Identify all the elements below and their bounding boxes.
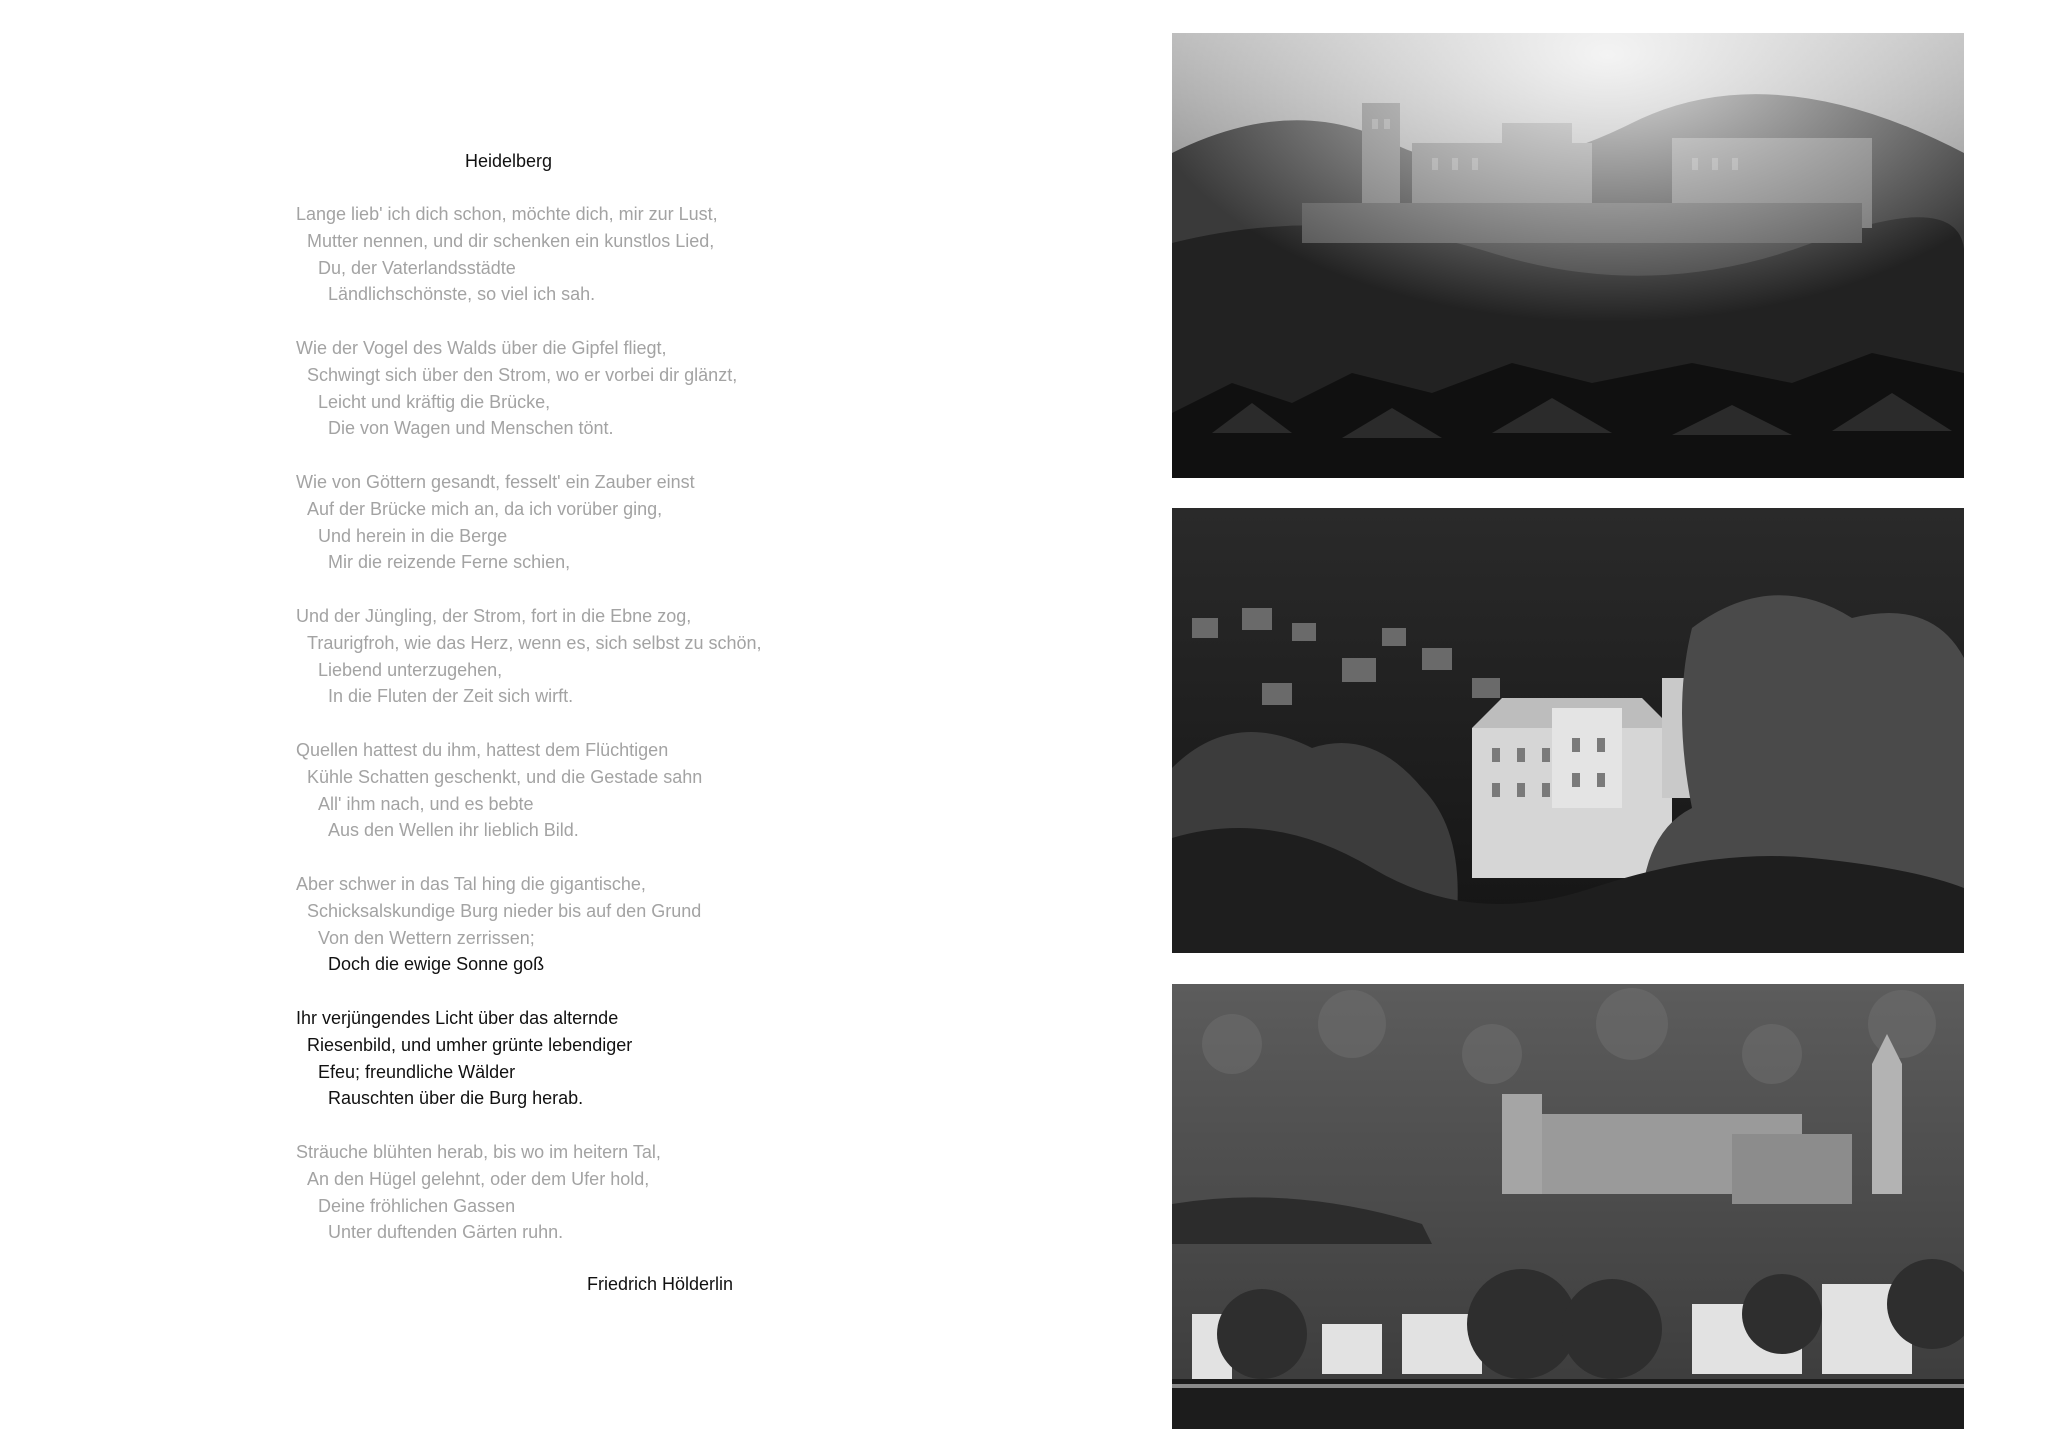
castle-among-trees-photo	[1172, 508, 1964, 953]
poem-line: Quellen hattest du ihm, hattest dem Flüchtigen	[296, 740, 669, 760]
poem-line: Wie von Göttern gesandt, fesselt' ein Zauber einst	[296, 472, 695, 492]
stanza-2	[296, 335, 856, 442]
stanza-8	[296, 1139, 856, 1246]
poem-line: Unter duftenden Gärten ruhn.	[328, 1222, 564, 1243]
poem-title-text: Heidelberg	[465, 151, 553, 171]
poem-line: Riesenbild, und umher grünte lebendiger	[307, 1034, 633, 1055]
poem-line: Und der Jüngling, der Strom, fort in die Ebne zog,	[296, 606, 692, 626]
poem-line: Leicht und kräftig die Brücke,	[318, 391, 551, 412]
poem-line: Kühle Schatten geschenkt, und die Gestade sahn	[307, 766, 703, 787]
poem-line: Mir die reizende Ferne schien,	[328, 552, 571, 573]
poem-line: Traurigfroh, wie das Herz, wenn es, sich selbst zu schön,	[307, 632, 762, 653]
castle-in-mist-photo	[1172, 33, 1964, 478]
poem-line: Efeu; freundliche Wälder	[318, 1061, 516, 1082]
poem-line: Du, der Vaterlandsstädte	[318, 257, 516, 278]
poem-author: Friedrich Hölderlin	[587, 1274, 734, 1294]
poem-line: Wie der Vogel des Walds über die Gipfel fliegt,	[296, 338, 667, 358]
poem-line: Deine fröhlichen Gassen	[318, 1195, 516, 1216]
poem-line: Mutter nennen, und dir schenken ein kunstlos Lied,	[307, 230, 715, 251]
poem-line: Aber schwer in das Tal hing die gigantische,	[296, 874, 646, 894]
poem-line: All' ihm nach, und es bebte	[318, 793, 534, 814]
stanza-5	[296, 737, 856, 844]
poem-line: Auf der Brücke mich an, da ich vorüber ging,	[307, 498, 663, 519]
stanza-4	[296, 603, 856, 710]
poem-line: Sträuche blühten herab, bis wo im heitern Tal,	[296, 1142, 661, 1162]
poem-line: Und herein in die Berge	[318, 525, 508, 546]
poem-line: Ihr verjüngendes Licht über das alternde	[296, 1008, 619, 1028]
poem-line: Die von Wagen und Menschen tönt.	[328, 418, 614, 439]
poem-line: Von den Wettern zerrissen;	[318, 927, 535, 948]
stanza-7	[296, 1005, 856, 1112]
stanza-3	[296, 469, 856, 576]
poem-line: An den Hügel gelehnt, oder dem Ufer hold,	[307, 1168, 650, 1189]
poem-line: Aus den Wellen ihr lieblich Bild.	[328, 820, 579, 841]
poem-line: Schwingt sich über den Strom, wo er vorbei dir glänzt,	[307, 364, 738, 385]
poem-line: Schicksalskundige Burg nieder bis auf den Grund	[307, 900, 702, 921]
stanza-1	[296, 201, 856, 308]
poem-line: Liebend unterzugehen,	[318, 659, 503, 680]
castle-above-old-town-photo	[1172, 984, 1964, 1429]
poem-line: Ländlichschönste, so viel ich sah.	[328, 284, 596, 305]
poem-line: Doch die ewige Sonne goß	[328, 954, 545, 975]
stanza-6	[296, 871, 856, 978]
poem-line: In die Fluten der Zeit sich wirft.	[328, 686, 574, 707]
poem-line: Lange lieb' ich dich schon, möchte dich, mir zur Lust,	[296, 204, 718, 224]
poem-line: Rauschten über die Burg herab.	[328, 1088, 584, 1109]
